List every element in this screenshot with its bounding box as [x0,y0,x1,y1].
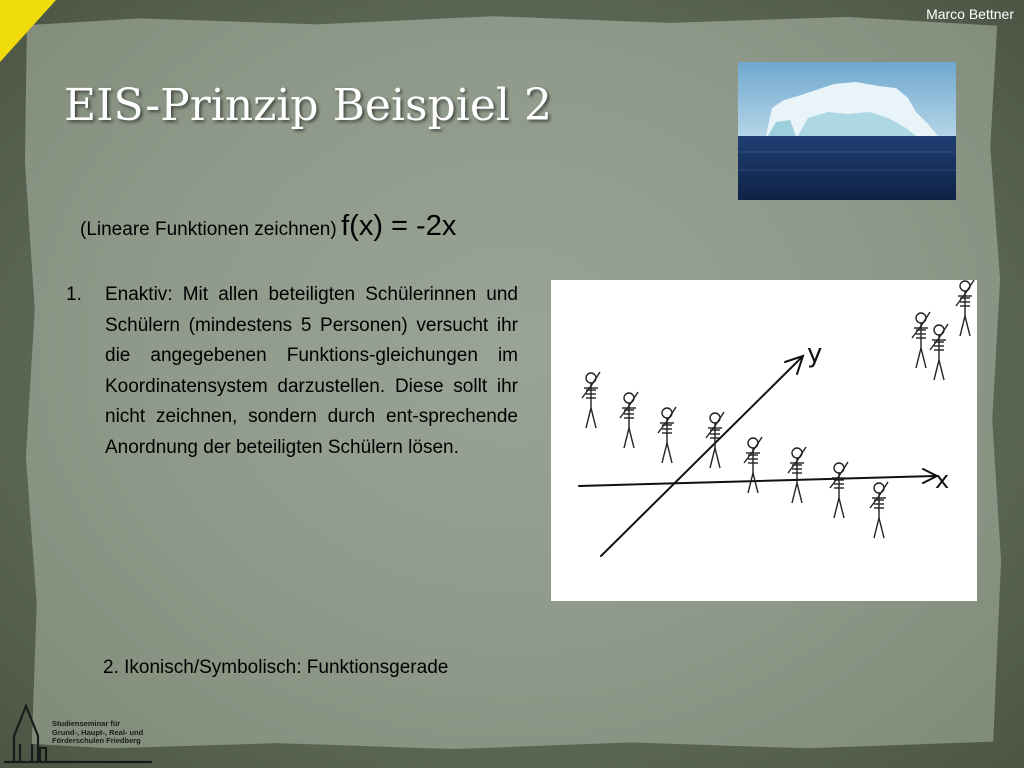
stick-figure [956,280,974,336]
corner-triangle [0,0,56,62]
slide-title: EIS-Prinzip Beispiel 2 [64,80,552,131]
task-item-1 [66,280,518,464]
stick-figure [658,407,676,463]
author-label: Marco Bettner [926,6,1014,22]
coordinate-sketch-image [551,280,977,601]
logo-line: Grund-, Haupt-, Real- und [52,727,144,737]
stick-figure [930,324,948,380]
task-item-2: 2. Ikonisch/Symbolisch: Funktionsgerade [103,657,449,678]
iceberg-image [738,62,956,200]
stick-figure [706,412,724,468]
stick-figure [788,447,806,503]
stick-figure [582,372,600,428]
subtitle-text: (Lineare Funktionen zeichnen) [80,219,337,240]
x-axis-label: x [935,466,950,494]
stick-figure [830,462,848,518]
subtitle [80,210,456,243]
stick-figure [870,482,888,538]
logo-line: Studienseminar für [52,719,121,728]
function-formula: f(x) = -2x [341,210,457,242]
item-number: 1. [66,284,82,305]
logo-line: Förderschulen Friedberg [52,736,141,745]
y-axis-line [601,358,801,556]
y-axis-label: y [807,339,823,369]
item-text: Enaktiv: Mit allen beteiligten Schülerinnen und Schülern (mindestens 5 Personen) versucht ihr die angegebenen Funktions-gleichungen im Koordinatensystem darzustellen. Diese sollt ihr nicht zeichnen, sondern durch ent-sprechende Anordnung der beteiligten Schülern lösen. [105,284,518,458]
stick-figure [620,392,638,448]
stick-figure [744,437,762,493]
logo-text [52,720,143,746]
stick-figure [912,312,930,368]
